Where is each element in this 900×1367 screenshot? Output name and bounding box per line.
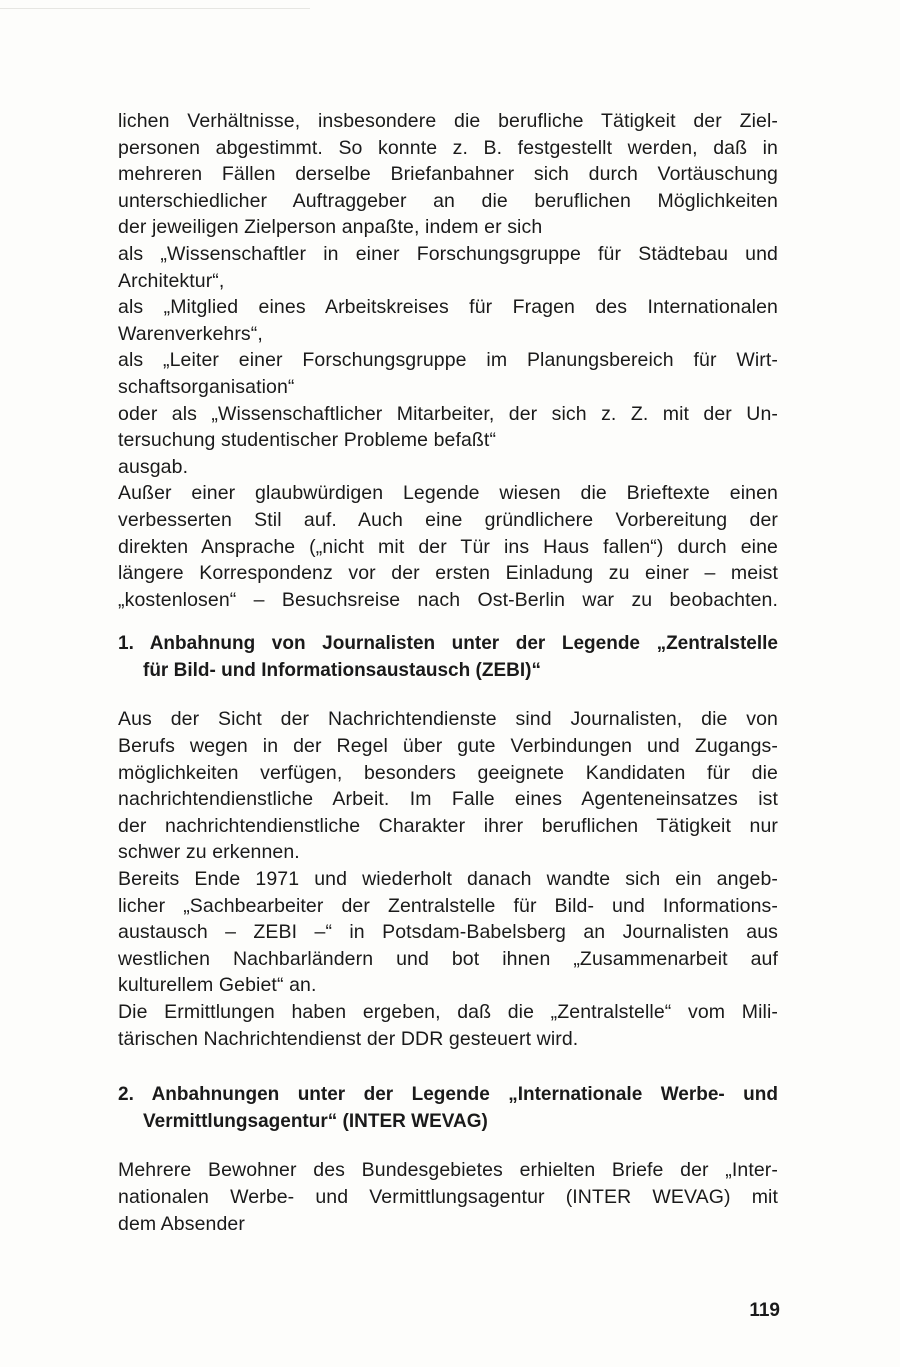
page-body	[118, 108, 778, 1237]
text-line: austausch – ZEBI –“ in Potsdam-Babelsberg an Journalisten aus	[118, 921, 778, 944]
text-line: dem Absender	[118, 1212, 245, 1235]
section-1-heading-line: 1. Anbahnung von Journalisten unter der Legende „Zentralstelle	[118, 633, 778, 655]
text-line: direkten Ansprache („nicht mit der Tür ins Haus fallen“) durch eine	[118, 535, 778, 558]
section-2-body	[118, 1157, 778, 1237]
text-line: als „Mitglied eines Arbeitskreises für Fragen des Internationalen	[118, 296, 778, 319]
text-line: Bereits Ende 1971 und wiederholt danach wandte sich ein angeb-	[118, 868, 778, 891]
text-line: licher „Sachbearbeiter der Zentralstelle für Bild- und Informations-	[118, 894, 778, 917]
text-line: tärischen Nachrichtendienst der DDR gesteuert wird.	[118, 1027, 579, 1050]
text-line: schaftsorganisation“	[118, 375, 295, 398]
text-line: Aus der Sicht der Nachrichtendienste sind Journalisten, die von	[118, 708, 778, 731]
text-line: Berufs wegen in der Regel über gute Verbindungen und Zugangs-	[118, 735, 778, 758]
text-line: „kostenlosen“ – Besuchsreise nach Ost-Berlin war zu beobachten.	[118, 588, 778, 611]
text-line: kulturellem Gebiet“ an.	[118, 974, 317, 997]
text-line: nachrichtendienstliche Arbeit. Im Falle eines Agenteneinsatzes ist	[118, 788, 778, 811]
text-line: verbesserten Stil auf. Auch eine gründlichere Vorbereitung der	[118, 508, 778, 531]
text-line: schwer zu erkennen.	[118, 841, 300, 864]
text-line: oder als „Wissenschaftlicher Mitarbeiter, der sich z. Z. mit der Un-	[118, 402, 778, 425]
section-1-heading-line: für Bild- und Informationsaustausch (ZEBI)“	[143, 659, 541, 681]
text-line: der nachrichtendienstliche Charakter ihrer beruflichen Tätigkeit nur	[118, 814, 778, 837]
text-line: Architektur“,	[118, 269, 225, 292]
text-line: tersuchung studentischer Probleme befaßt“	[118, 429, 497, 452]
section-2-heading-line: Vermittlungsagentur“ (INTER WEVAG)	[143, 1110, 488, 1132]
scan-edge-line	[0, 8, 310, 9]
text-line: möglichkeiten verfügen, besonders geeignete Kandidaten für die	[118, 761, 778, 784]
text-line: als „Wissenschaftler in einer Forschungsgruppe für Städtebau und	[118, 242, 778, 265]
section-1-heading	[118, 631, 778, 684]
text-line: der jeweiligen Zielperson anpaßte, indem er sich	[118, 216, 543, 239]
intro-paragraph	[118, 108, 778, 613]
section-1-body	[118, 706, 778, 1052]
text-line: mehreren Fällen derselbe Briefanbahner sich durch Vortäuschung	[118, 163, 778, 186]
page-number: 119	[749, 1300, 780, 1321]
text-line: personen abgestimmt. So konnte z. B. festgestellt werden, daß in	[118, 136, 778, 159]
section-2-heading-line: 2. Anbahnungen unter der Legende „Internationale Werbe- und	[118, 1084, 778, 1106]
text-line: längere Korrespondenz vor der ersten Einladung zu einer – meist	[118, 562, 778, 585]
text-line: unterschiedlicher Auftraggeber an die beruflichen Möglichkeiten	[118, 189, 778, 212]
text-line: nationalen Werbe- und Vermittlungsagentur (INTER WEVAG) mit	[118, 1185, 778, 1208]
text-line: westlichen Nachbarländern und bot ihnen „Zusammenarbeit auf	[118, 947, 778, 970]
text-line: Außer einer glaubwürdigen Legende wiesen die Brieftexte einen	[118, 482, 778, 505]
text-line: ausgab.	[118, 455, 189, 478]
text-line: als „Leiter einer Forschungsgruppe im Planungsbereich für Wirt-	[118, 349, 778, 372]
text-line: lichen Verhältnisse, insbesondere die berufliche Tätigkeit der Ziel-	[118, 110, 778, 132]
text-line: Warenverkehrs“,	[118, 322, 263, 345]
text-line: Mehrere Bewohner des Bundesgebietes erhielten Briefe der „Inter-	[118, 1159, 778, 1182]
section-2-heading	[118, 1082, 778, 1135]
text-line: Die Ermittlungen haben ergeben, daß die „Zentralstelle“ vom Mili-	[118, 1001, 778, 1023]
